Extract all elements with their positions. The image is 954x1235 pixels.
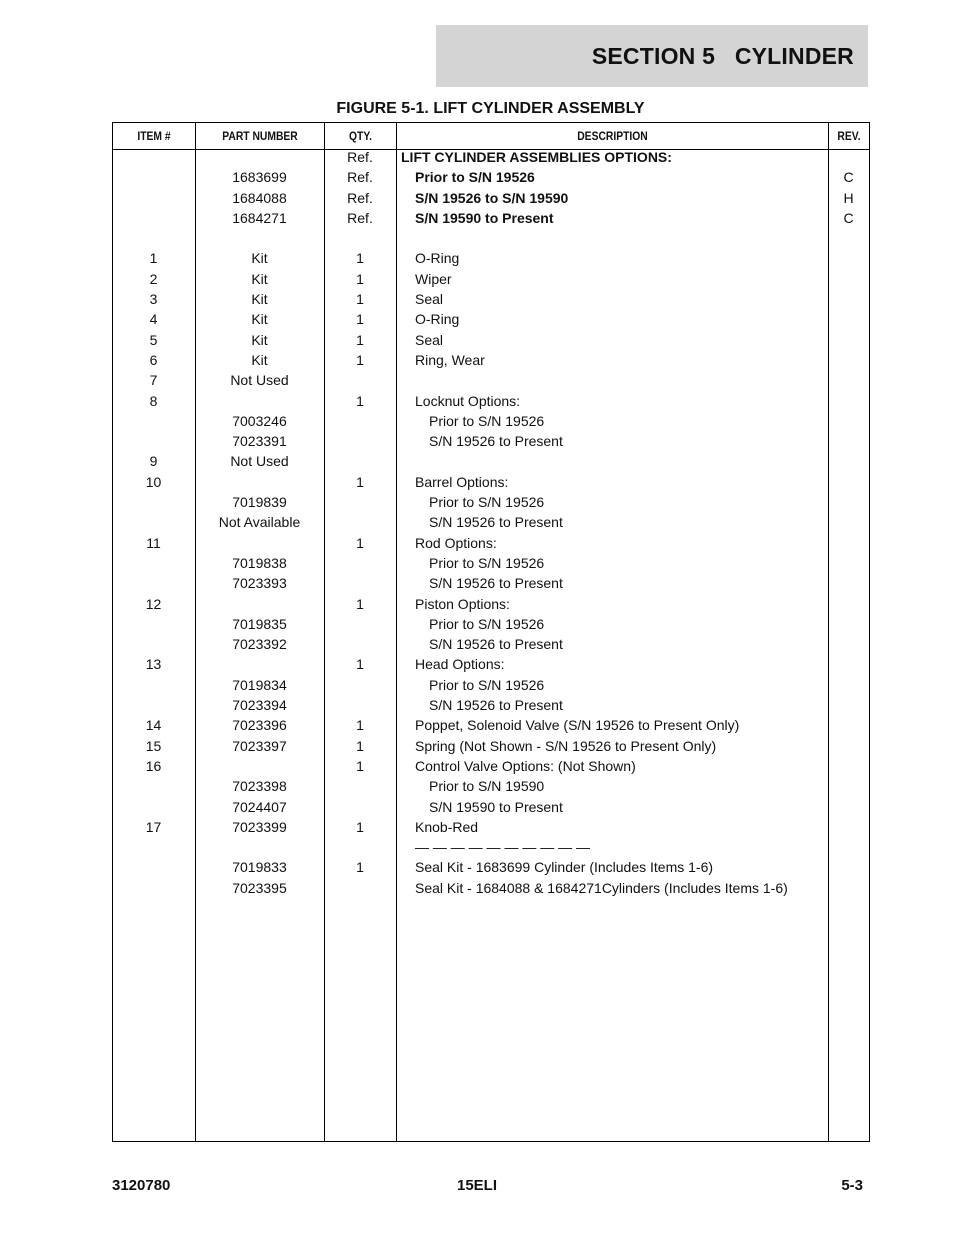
item-number-cell: 15 [145,737,162,754]
description-cell: Piston Options: [415,595,510,612]
quantity-cell: 1 [356,351,364,368]
part-number-cell: 7003246 [232,412,287,429]
table-row [0,573,954,593]
description-cell: Poppet, Solenoid Valve (S/N 19526 to Present Only) [415,717,740,734]
table-row [0,228,954,248]
quantity-cell: Ref. [347,209,373,226]
header-rev: REV. [837,129,861,143]
quantity-cell: 1 [356,392,364,409]
part-number-cell: 7023396 [232,717,287,734]
table-row [0,594,954,614]
item-number-cell: 2 [149,270,158,287]
description-cell: Prior to S/N 19526 [429,676,545,693]
header-part-number: PART NUMBER [222,129,298,143]
table-row [0,167,954,187]
description-cell: Seal [415,331,444,348]
part-number-cell: 7019834 [232,676,287,693]
table-row [0,188,954,208]
item-number-cell: 17 [145,818,162,835]
table-row [0,411,954,431]
description-cell: Prior to S/N 19526 [429,494,545,511]
description-cell: O-Ring [415,250,460,267]
quantity-cell: 1 [356,270,364,287]
section-title: SECTION 5 CYLINDER [591,42,854,69]
part-number-cell: 7019835 [232,615,287,632]
description-cell: Seal Kit - 1683699 Cylinder (Includes Items 1-6) [415,859,714,876]
table-row [0,776,954,796]
table-row [0,370,954,390]
table-row [0,715,954,735]
table-body [0,147,954,898]
table-row [0,817,954,837]
item-number-cell: 9 [149,453,158,470]
table-row [0,837,954,857]
quantity-cell: 1 [356,311,364,328]
table-row [0,634,954,654]
table-row [0,309,954,329]
table-row [0,289,954,309]
item-number-cell: 8 [149,392,158,409]
description-cell: Prior to S/N 19526 [429,615,545,632]
description-cell: S/N 19590 to Present [429,798,563,815]
part-number-cell: Kit [251,331,268,348]
description-cell: LIFT CYLINDER ASSEMBLIES OPTIONS: [401,149,672,165]
part-number-cell: 7023395 [232,879,287,896]
item-number-cell: 1 [149,250,158,267]
revision-cell: C [843,169,854,186]
part-number-cell: Kit [251,270,268,287]
item-number-cell: 12 [145,595,162,612]
part-number-cell: Kit [251,351,268,368]
part-number-cell: 7019833 [232,859,287,876]
part-number-cell: Kit [251,250,268,267]
description-cell: Head Options: [415,656,505,673]
page-number: 5-3 [841,1177,863,1194]
part-number-cell: Not Used [230,453,289,470]
quantity-cell: Ref. [347,169,373,186]
table-row [0,553,954,573]
description-cell: — — — — — — — — — — [415,839,591,856]
description-cell: Seal Kit - 1684088 & 1684271Cylinders (Includes Items 1-6) [415,879,788,896]
table-row [0,695,954,715]
description-cell: Spring (Not Shown - S/N 19526 to Present Only) [415,737,717,754]
quantity-cell: Ref. [347,149,373,165]
part-number-cell: 1684271 [232,209,287,226]
table-row [0,675,954,695]
part-number-cell: 7023392 [232,636,287,653]
part-number-cell: Not Available [218,514,301,531]
part-number-cell: 7023397 [232,737,287,754]
description-cell: S/N 19526 to Present [429,514,563,531]
table-row [0,330,954,350]
header-qty: QTY. [349,129,372,143]
item-number-cell: 7 [149,372,158,389]
description-cell: Prior to S/N 19526 [429,412,545,429]
description-cell: Control Valve Options: (Not Shown) [415,757,636,774]
quantity-cell: 1 [356,534,364,551]
part-number-cell: 7023391 [232,433,287,450]
part-number-cell: 1683699 [232,169,287,186]
model-name: 15ELI [456,1177,498,1194]
description-cell: Ring, Wear [415,351,485,368]
table-row [0,512,954,532]
description-cell: Barrel Options: [415,473,509,490]
table-row [0,878,954,898]
part-number-cell: 7023398 [232,778,287,795]
item-number-cell: 14 [145,717,162,734]
table-row [0,736,954,756]
item-number-cell: 11 [146,534,161,551]
table-row [0,431,954,451]
header-description: DESCRIPTION [577,129,648,143]
table-row [0,492,954,512]
revision-cell: H [843,189,854,206]
description-cell: S/N 19526 to S/N 19590 [415,189,569,206]
description-cell: Prior to S/N 19590 [429,778,545,795]
quantity-cell: 1 [356,331,364,348]
item-number-cell: 10 [145,473,162,490]
part-number-cell: 7023394 [232,697,287,714]
description-cell: S/N 19526 to Present [429,575,563,592]
item-number-cell: 4 [149,311,158,328]
table-row [0,269,954,289]
part-number-cell: 7023399 [232,818,287,835]
part-number-cell: Not Used [230,372,289,389]
header-item: ITEM # [137,129,171,143]
quantity-cell: 1 [356,250,364,267]
description-cell: Prior to S/N 19526 [415,169,535,186]
item-number-cell: 6 [149,351,158,368]
quantity-cell: 1 [356,818,364,835]
description-cell: Rod Options: [415,534,497,551]
section-banner [436,25,868,87]
figure-title: FIGURE 5-1. LIFT CYLINDER ASSEMBLY [336,100,645,117]
description-cell: Seal [415,291,444,308]
quantity-cell: 1 [356,656,364,673]
description-cell: O-Ring [415,311,460,328]
quantity-cell: 1 [356,737,364,754]
description-cell: Locknut Options: [415,392,521,409]
part-number-cell: 7019839 [232,494,287,511]
description-cell: Knob-Red [415,818,479,835]
item-number-cell: 5 [149,331,158,348]
table-row [0,614,954,634]
description-cell: S/N 19590 to Present [415,209,554,226]
description-cell: S/N 19526 to Present [429,636,563,653]
quantity-cell: Ref. [347,189,373,206]
item-number-cell: 3 [149,291,158,308]
table-row [0,147,954,167]
description-cell: S/N 19526 to Present [429,433,563,450]
part-number-cell: 7024407 [232,798,287,815]
quantity-cell: 1 [356,595,364,612]
quantity-cell: 1 [356,291,364,308]
table-row [0,248,954,268]
table-row [0,472,954,492]
table-row [0,391,954,411]
quantity-cell: 1 [356,859,364,876]
part-number-cell: 7023393 [232,575,287,592]
description-cell: Wiper [415,270,452,287]
part-number-cell: 1684088 [232,189,287,206]
item-number-cell: 13 [145,656,162,673]
table-row [0,756,954,776]
quantity-cell: 1 [356,717,364,734]
table-row [0,857,954,877]
part-number-cell: Kit [251,311,268,328]
quantity-cell: 1 [356,473,364,490]
part-number-cell: Kit [251,291,268,308]
revision-cell: C [843,209,854,226]
item-number-cell: 16 [145,757,162,774]
table-row [0,451,954,471]
description-cell: Prior to S/N 19526 [429,554,545,571]
quantity-cell: 1 [356,757,364,774]
doc-number: 3120780 [112,1177,171,1194]
table-row [0,797,954,817]
table-row [0,350,954,370]
table-row [0,208,954,228]
table-row [0,533,954,553]
part-number-cell: 7019838 [232,554,287,571]
table-row [0,654,954,674]
description-cell: S/N 19526 to Present [429,697,563,714]
